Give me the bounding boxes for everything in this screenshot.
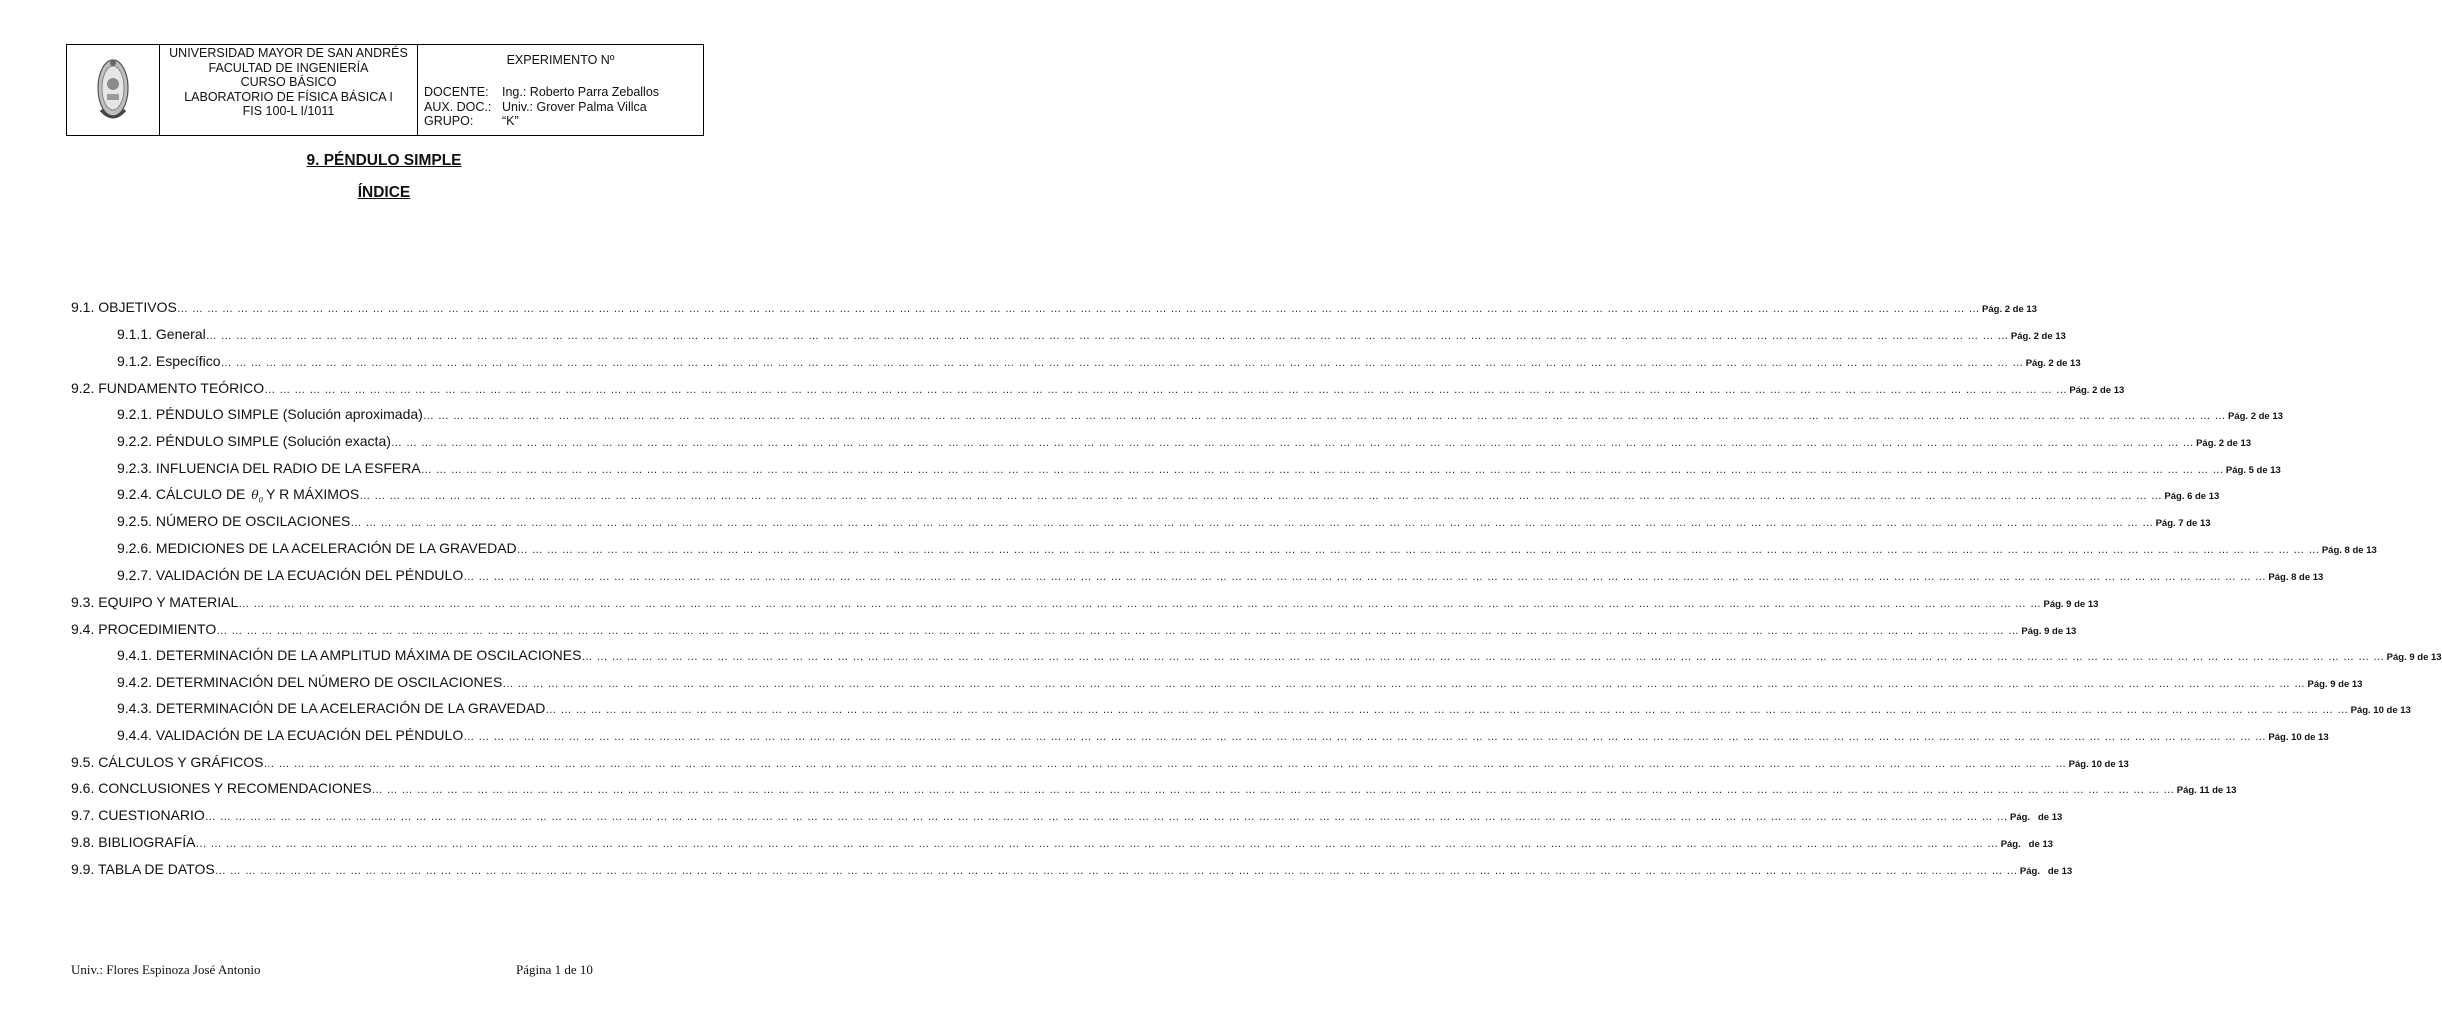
toc-page: Pág. de 13 — [2010, 812, 2063, 823]
toc-page: Pág. 5 de 13 — [2225, 465, 2281, 476]
toc-page: Pág. 2 de 13 — [2196, 438, 2252, 449]
toc-label: 9.2.6. MEDICIONES DE LA ACELERACIÓN DE LA GRAVEDAD — [117, 540, 517, 556]
toc-page: Pág. 2 de 13 — [1982, 304, 2037, 315]
course-code: FIS 100-L I/1011 — [242, 104, 335, 118]
toc-label: 9.2.7. VALIDACIÓN DE LA ECUACIÓN DEL PÉNDULO — [117, 567, 464, 583]
toc-label: 9.1.2. Específico — [117, 353, 221, 369]
laboratory-name: LABORATORIO DE FÍSICA BÁSICA I — [184, 89, 393, 104]
toc-leader: … … … … … … … … … … … … … … … … … … … … … … … … … … … … … … … … … … … … … … … … … … … … … … … … … … … … … … … … … … … … … … … … … … … … … … … … … … … … … … … … … … … … … … … … … … … … … … … … … … … … … … … … … … … … … … … … … … … … … … … … — [350, 517, 2154, 529]
theta-symbol: θ — [251, 488, 259, 502]
toc-page: Pág. 2 de 13 — [2025, 358, 2081, 369]
toc-label: 9.2.5. NÚMERO DE OSCILACIONES — [117, 513, 351, 529]
toc-entry-9-2[interactable] — [71, 380, 2125, 400]
toc-label: 9.4.4. VALIDACIÓN DE LA ECUACIÓN DEL PÉNDULO — [117, 727, 464, 743]
toc-leader: … … … … … … … … … … … … … … … … … … … … … … … … … … … … … … … … … … … … … … … … … … … … … … … … … … … … … … … … … … … … … … … … … … … … … … … … … … … … … … … … … … … … … … … … … … … … … … … … … … … … … … … … … … … … … … … … … … … … … … … … — [216, 625, 2020, 637]
toc-entry-9-1[interactable] — [71, 299, 2037, 319]
toc-page: Pág. 9 de 13 — [2386, 652, 2442, 663]
toc-entry-9-4-3[interactable] — [117, 700, 2411, 720]
theta-subscript: 0 — [258, 496, 264, 505]
footer-author: Univ.: Flores Espinoza José Antonio — [71, 962, 261, 977]
toc-leader: … … … … … … … … … … … … … … … … … … … … … … … … … … … … … … … … … … … … … … … … … … … … … … … … … … … … … … … … … … … … … … … … … … … … … … … … … … … … … … … … … … … … … … … … … … … … … … … … … … … … … … … … … … … … … … … … … … … … … … … … — [420, 464, 2224, 476]
toc-entry-9-1-1[interactable] — [117, 326, 2066, 346]
toc-leader: … … … … … … … … … … … … … … … … … … … … … … … … … … … … … … … … … … … … … … … … … … … … … … … … … … … … … … … … … … … … … … … … … … … … … … … … … … … … … … … … … … … … … … … … … … … … … … … … … … … … … … … … … … … … … … … … … … … … … … … … — [205, 330, 2009, 342]
header-table — [66, 44, 704, 136]
toc-label: 9.1.1. General — [117, 326, 206, 342]
toc-leader: … … … … … … … … … … … … … … … … … … … … … … … … … … … … … … … … … … … … … … … … … … … … … … … … … … … … … … … … … … … … … … … … … … … … … … … … … … … … … … … … … … … … … … … … … … … … … … … … … … … … … … … … … … … … … … … … … … … … … … … … — [195, 838, 1999, 850]
grupo-row — [424, 114, 659, 129]
toc-leader: … … … … … … … … … … … … … … … … … … … … … … … … … … … … … … … … … … … … … … … … … … … … … … … … … … … … … … … … … … … … … … … … … … … … … … … … … … … … … … … … … … … … … … … … … … … … … … … … … … … … … … … … … … … … … … … … … … … … … … … … — [502, 678, 2306, 690]
index-heading: ÍNDICE — [357, 184, 411, 201]
grupo-value: “K” — [502, 114, 519, 128]
toc-page: Pág. 8 de 13 — [2268, 572, 2324, 583]
toc-page: Pág. 2 de 13 — [2010, 331, 2066, 342]
toc-entry-9-4-1[interactable] — [117, 647, 2442, 667]
toc-entry-9-4-2[interactable] — [117, 674, 2363, 694]
toc-entry-9-2-2[interactable] — [117, 433, 2252, 453]
toc-leader: … … … … … … … … … … … … … … … … … … … … … … … … … … … … … … … … … … … … … … … … … … … … … … … … … … … … … … … … … … … … … … … … … … … … … … … … … … … … … … … … … … … … … … … … … … … … … … … … … … … … … … … … … … … … … … … … … … … … … … … … — [371, 784, 2175, 796]
university-seal-icon — [93, 54, 133, 126]
toc-leader: … … … … … … … … … … … … … … … … … … … … … … … … … … … … … … … … … … … … … … … … … … … … … … … … … … … … … … … … … … … … … … … … … … … … … … … … … … … … … … … … … … … … … … … … … … … … … … … … … … … … … … … … … … … … … … … … … … … … … … … … — [463, 571, 2267, 583]
experiment-label: EXPERIMENTO Nº — [506, 53, 615, 67]
toc-leader: … … … … … … … … … … … … … … … … … … … … … … … … … … … … … … … … … … … … … … … … … … … … … … … … … … … … … … … … … … … … … … … … … … … … … … … … … … … … … … … … … … … … … … … … … … … … … … … … … … … … … … … … … … … … … … … … … … … … … … … … — [220, 357, 2024, 369]
page-title: 9. PÉNDULO SIMPLE — [306, 152, 462, 169]
toc-label: 9.2.1. PÉNDULO SIMPLE (Solución aproximada) — [117, 406, 423, 422]
toc-page: Pág. 8 de 13 — [2321, 545, 2377, 556]
university-name: UNIVERSIDAD MAYOR DE SAN ANDRÉS — [169, 46, 408, 60]
toc-entry-9-2-6[interactable] — [117, 540, 2377, 560]
aux-value: Univ.: Grover Palma Villca — [502, 99, 647, 114]
toc-entry-9-4[interactable] — [71, 621, 2077, 641]
toc-entry-9-8[interactable] — [71, 834, 2053, 854]
toc-page: Pág. 9 de 13 — [2307, 679, 2363, 690]
toc-page: Pág. de 13 — [2000, 839, 2053, 850]
docente-row — [424, 85, 659, 100]
toc-label: 9.2. FUNDAMENTO TEÓRICO — [71, 380, 265, 396]
toc-leader: … … … … … … … … … … … … … … … … … … … … … … … … … … … … … … … … … … … … … … … … … … … … … … … … … … … … … … … … … … … … … … … … … … … … … … … … … … … … … … … … … … … … … … … … … … … … … … … … … … … … … … … … … … … … … … … … … … … … … … … … — [581, 651, 2385, 663]
docente-label: DOCENTE: — [424, 85, 489, 99]
toc-page: Pág. 7 de 13 — [2155, 518, 2211, 529]
toc-leader: … … … … … … … … … … … … … … … … … … … … … … … … … … … … … … … … … … … … … … … … … … … … … … … … … … … … … … … … … … … … … … … … … … … … … … … … … … … … … … … … … … … … … … … … … … … … … … … … … … … … … … … … … … … … … … … … … … … … … … … … — [463, 731, 2267, 743]
toc-leader: … … … … … … … … … … … … … … … … … … … … … … … … … … … … … … … … … … … … … … … … … … … … … … … … … … … … … … … … … … … … … … … … … … … … … … … … … … … … … … … … … … … … … … … … … … … … … … … … … … … … … … … … … … … … … … … … … … … … … … … … — [390, 437, 2195, 449]
toc-entry-9-4-4[interactable] — [117, 727, 2329, 747]
toc-page: Pág. 10 de 13 — [2350, 705, 2411, 716]
toc-entry-9-2-5[interactable] — [117, 513, 2211, 533]
docente-value: Ing.: Roberto Parra Zeballos — [502, 85, 660, 99]
toc-leader: … … … … … … … … … … … … … … … … … … … … … … … … … … … … … … … … … … … … … … … … … … … … … … … … … … … … … … … … … … … … … … … … … … … … … … … … … … … … … … … … … … … … … … … … … … … … … … … … … … … … … … … … … … … … … … … … … … … … … … … … — [516, 544, 2320, 556]
toc-entry-9-5[interactable] — [71, 754, 2129, 774]
toc-label: 9.5. CÁLCULOS Y GRÁFICOS — [71, 754, 264, 770]
theta-zero-symbol — [245, 488, 266, 504]
toc-page: Pág. 6 de 13 — [2164, 491, 2220, 502]
toc-page: Pág. 2 de 13 — [2069, 385, 2125, 396]
course-name: CURSO BÁSICO — [240, 75, 337, 89]
toc-entry-9-2-3[interactable] — [117, 460, 2281, 480]
aux-label: AUX. DOC.: — [424, 99, 492, 114]
toc-label: 9.6. CONCLUSIONES Y RECOMENDACIONES — [71, 780, 372, 796]
toc-leader: … … … … … … … … … … … … … … … … … … … … … … … … … … … … … … … … … … … … … … … … … … … … … … … … … … … … … … … … … … … … … … … … … … … … … … … … … … … … … … … … … … … … … … … … … … … … … … … … … … … … … … … … … … … … … … … … … … … … … … … … — [263, 758, 2067, 770]
toc-entry-9-1-2[interactable] — [117, 353, 2081, 373]
toc-entry-9-9[interactable] — [71, 861, 2073, 881]
toc-page: Pág. 9 de 13 — [2043, 599, 2099, 610]
toc-leader: … … … … … … … … … … … … … … … … … … … … … … … … … … … … … … … … … … … … … … … … … … … … … … … … … … … … … … … … … … … … … … … … … … … … … … … … … … … … … … … … … … … … … … … … … … … … … … … … … … … … … … … … … … … … … … … … … … … … … … … … — [214, 865, 2018, 877]
toc-leader: … … … … … … … … … … … … … … … … … … … … … … … … … … … … … … … … … … … … … … … … … … … … … … … … … … … … … … … … … … … … … … … … … … … … … … … … … … … … … … … … … … … … … … … … … … … … … … … … … … … … … … … … … … … … … … … … … … … … … … … … — [264, 384, 2068, 396]
toc-entry-9-2-1[interactable] — [117, 406, 2283, 426]
footer-page-number: Página 1 de 10 — [516, 962, 593, 977]
university-info — [160, 45, 418, 135]
toc-label: 9.2.2. PÉNDULO SIMPLE (Solución exacta) — [117, 433, 391, 449]
experiment-info — [418, 45, 703, 135]
university-seal — [67, 45, 160, 135]
toc-label: 9.1. OBJETIVOS — [71, 299, 177, 315]
toc-label: 9.4.1. DETERMINACIÓN DE LA AMPLITUD MÁXIMA DE OSCILACIONES — [117, 647, 582, 663]
toc-label: 9.4.2. DETERMINACIÓN DEL NÚMERO DE OSCILACIONES — [117, 674, 503, 690]
toc-label: 9.4. PROCEDIMIENTO — [71, 621, 217, 637]
toc-leader: … … … … … … … … … … … … … … … … … … … … … … … … … … … … … … … … … … … … … … … … … … … … … … … … … … … … … … … … … … … … … … … … … … … … … … … … … … … … … … … … … … … … … … … … … … … … … … … … … … … … … … … … … … … … … … … … … … … … … … … … — [176, 303, 1981, 315]
toc-label: 9.7. CUESTIONARIO — [71, 807, 205, 823]
toc-page: Pág. 10 de 13 — [2268, 732, 2329, 743]
toc-entry-9-3[interactable] — [71, 594, 2099, 614]
grupo-label: GRUPO: — [424, 114, 474, 128]
toc-label: 9.4.3. DETERMINACIÓN DE LA ACELERACIÓN DE LA GRAVEDAD — [117, 700, 546, 716]
toc-leader: … … … … … … … … … … … … … … … … … … … … … … … … … … … … … … … … … … … … … … … … … … … … … … … … … … … … … … … … … … … … … … … … … … … … … … … … … … … … … … … … … … … … … … … … … … … … … … … … … … … … … … … … … … … … … … … … … … … … … … … … — [545, 704, 2349, 716]
toc-page: Pág. 9 de 13 — [2021, 626, 2077, 637]
toc-leader: … … … … … … … … … … … … … … … … … … … … … … … … … … … … … … … … … … … … … … … … … … … … … … … … … … … … … … … … … … … … … … … … … … … … … … … … … … … … … … … … … … … … … … … … … … … … … … … … … … … … … … … … … … … … … … … … … … … … … … … … — [422, 410, 2226, 422]
toc-entry-9-2-7[interactable] — [117, 567, 2324, 587]
toc-label — [117, 486, 359, 504]
toc-entry-9-2-4[interactable] — [117, 486, 2220, 506]
aux-row — [424, 100, 659, 115]
toc-label: 9.2.3. INFLUENCIA DEL RADIO DE LA ESFERA — [117, 460, 421, 476]
toc-page: Pág. de 13 — [2019, 866, 2073, 877]
toc-label-post: Y R MÁXIMOS — [266, 486, 360, 502]
toc-page: Pág. 2 de 13 — [2228, 411, 2283, 422]
toc-label: 9.3. EQUIPO Y MATERIAL — [71, 594, 239, 610]
toc-leader: … … … … … … … … … … … … … … … … … … … … … … … … … … … … … … … … … … … … … … … … … … … … … … … … … … … … … … … … … … … … … … … … … … … … … … … … … … … … … … … … … … … … … … … … … … … … … … … … … … … … … … … … … … … … … … … … … … … … … … … … — [204, 811, 2008, 823]
toc-entry-9-6[interactable] — [71, 780, 2237, 800]
toc-page: Pág. 11 de 13 — [2176, 785, 2237, 796]
toc-entry-9-7[interactable] — [71, 807, 2063, 827]
toc-label: 9.9. TABLA DE DATOS — [71, 861, 215, 877]
toc-page: Pág. 10 de 13 — [2068, 759, 2129, 770]
toc-label: 9.8. BIBLIOGRAFÍA — [71, 834, 196, 850]
toc-label-pre: 9.2.4. CÁLCULO DE — [117, 486, 246, 502]
faculty-name: FACULTAD DE INGENIERÍA — [208, 60, 369, 75]
toc-leader: … … … … … … … … … … … … … … … … … … … … … … … … … … … … … … … … … … … … … … … … … … … … … … … … … … … … … … … … … … … … … … … … … … … … … … … … … … … … … … … … … … … … … … … … … … … … … … … … … … … … … … … … … … … … … … … … … … … … … … … … — [359, 490, 2163, 502]
toc-leader: … … … … … … … … … … … … … … … … … … … … … … … … … … … … … … … … … … … … … … … … … … … … … … … … … … … … … … … … … … … … … … … … … … … … … … … … … … … … … … … … … … … … … … … … … … … … … … … … … … … … … … … … … … … … … … … … … … … … … … … … — [238, 598, 2042, 610]
